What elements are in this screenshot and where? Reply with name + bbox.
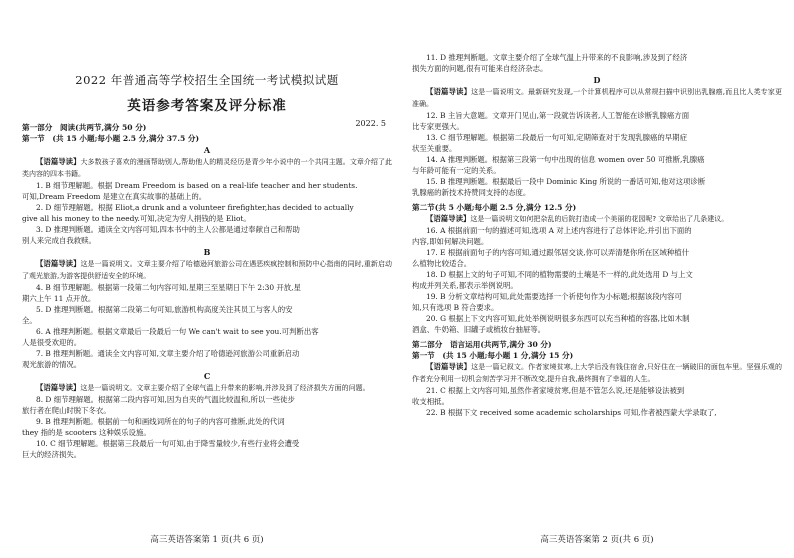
exam-date: 2022. 5 bbox=[355, 119, 386, 128]
answer-15: 15. B 推理判断题。根据最后一段中 Dominic King 所说的一番话可知,他对这项诊断 bbox=[426, 177, 706, 186]
answer-key-title: 英语参考答案及评分标准 bbox=[127, 98, 287, 114]
guide-e-body: 这是一篇说明文如何把杂乱的后院打造成一个美丽的花园呢? 文章给出了几条建议。 bbox=[470, 215, 729, 223]
right-content bbox=[412, 52, 782, 418]
answer-1-cont: 可知,Dream Freedom 是建立在真实故事的基础上的。 bbox=[22, 192, 207, 201]
guide-f-body: 这是一篇记叙文。作者家境贫寒,上大学后没有钱住宿舍,只好住在一辆破旧的面包车里。坚强乐观的作者充分利用一切机会刻苦学习并不断改变,提升自我,最终拥有了幸福的人生。 bbox=[412, 363, 782, 383]
answer-19-cont: 知,只有选项 B 符合要求。 bbox=[412, 303, 499, 312]
answer-20-cont: 酒盒、牛奶箱、旧罐子或梳妆台抽屉等。 bbox=[412, 325, 546, 334]
guide-a-body: 大多数孩子喜欢的漫画帮助别人,帮助他人的精灵经历是青少年小说中的一个共同主题。文章介绍了此类内容的四本书籍。 bbox=[22, 158, 392, 178]
answer-21-cont: 收支相抵。 bbox=[412, 397, 449, 406]
passage-b-label: B bbox=[203, 247, 211, 257]
left-page-footer: 高三英语答案第 1 页(共 6 页) bbox=[150, 535, 264, 545]
answer-19: 19. B 分析文章结构可知,此处需要选择一个祈使句作为小标题;根据该段内容可 bbox=[426, 292, 682, 301]
answer-14: 14. A 推理判断题。根据第三段第一句中出现的信息 women over 50 可推断,乳腺癌 bbox=[426, 155, 705, 164]
answer-6-cont: 人是很受欢迎的。 bbox=[22, 338, 82, 347]
guide-d-tag: 【语篇导读】 bbox=[426, 87, 472, 96]
answer-8: 8. D 细节理解题。根据第二段内容可知,因为自夹的气温比较温和,所以一些徒步 bbox=[36, 395, 295, 404]
section2-heading: 第二节(共 5 小题;每小题 2.5 分,满分 12.5 分) bbox=[412, 203, 577, 212]
right-page-footer: 高三英语答案第 2 页(共 6 页) bbox=[540, 535, 654, 545]
guide-a bbox=[22, 156, 392, 180]
passage-a-label: A bbox=[203, 145, 211, 155]
answer-5: 5. D 推理判断题。根据第二段第二句可知,旅游机构高度关注其员工与客人的安 bbox=[36, 305, 293, 314]
guide-e bbox=[412, 213, 782, 225]
answer-18-cont: 构成并列关系,都表示举例说明。 bbox=[412, 281, 518, 290]
guide-a-tag: 【语篇导读】 bbox=[36, 157, 81, 166]
answer-18: 18. D 根据上文的句子可知,不同的植物需要的土壤是不一样的,此处选用 D 与上文 bbox=[426, 270, 693, 279]
answer-2-cont: give all his money to the needy.可知,决定为穷人捐钱的是 Eliot。 bbox=[22, 214, 251, 223]
guide-b-tag: 【语篇导读】 bbox=[36, 259, 81, 268]
part1-heading: 第一部分 阅读(共两节,满分 50 分) bbox=[22, 123, 147, 132]
answer-8-cont: 旅行者在爬山时脱下冬衣。 bbox=[22, 406, 111, 415]
answer-14-cont: 与年龄可能有一定的关系。 bbox=[412, 166, 501, 175]
answer-3: 3. D 推理判断题。通读全文内容可知,四本书中的主人公都是通过奉献自己和帮助 bbox=[36, 225, 300, 234]
answer-10: 10. C 细节理解题。根据第三段最后一句可知,由于降雪量较少,有些行业将会遭受 bbox=[36, 439, 300, 448]
answer-1: 1. B 细节理解题。根据 Dream Freedom is based on a real-life teacher and her students. bbox=[36, 181, 358, 190]
answer-9-cont: they 指的是 scooters 这种娱乐设施。 bbox=[22, 428, 151, 437]
guide-c bbox=[22, 382, 392, 394]
part2-heading: 第二部分 语言运用(共两节,满分 30 分) bbox=[412, 340, 552, 349]
answer-16: 16. A 根据前面一句的描述可知,选项 A 对上述内容进行了总体评论,并引出下面的 bbox=[426, 226, 692, 235]
answer-10-cont: 巨大的经济损失。 bbox=[22, 450, 82, 459]
answer-16-cont: 内容,即如何解决问题。 bbox=[412, 237, 489, 246]
answer-4-cont: 期六上午 11 点开放。 bbox=[22, 294, 96, 303]
answer-4: 4. B 细节理解题。根据第一段第二句内容可知,星期三至星期日下午 2:30 开放,星 bbox=[36, 283, 301, 292]
guide-c-tag: 【语篇导读】 bbox=[36, 383, 81, 392]
answer-13-cont: 状至关重要。 bbox=[412, 144, 457, 153]
answer-3-cont: 别人来完成自我救赎。 bbox=[22, 236, 96, 245]
guide-f-tag: 【语篇导读】 bbox=[426, 362, 472, 371]
guide-d bbox=[412, 86, 782, 110]
guide-c-body: 这是一篇说明文。文章主要介绍了全球气温上升带来的影响,并涉及到了经济损失方面的问题。 bbox=[80, 384, 370, 392]
answer-12: 12. B 主旨大意题。文章开门见山,第一段就告诉读者,人工智能在诊断乳腺癌方面 bbox=[426, 111, 690, 120]
answer-15-cont: 乳腺癌的新技术持赞同支持的态度。 bbox=[412, 188, 531, 197]
answer-11-cont: 损失方面的问题,很有可能来自经济杂志。 bbox=[412, 64, 548, 73]
answer-11: 11. D 推理判断题。文章主要介绍了全球气温上升带来的不良影响,涉及到了经济 bbox=[426, 53, 688, 62]
answer-22: 22. B 根据下文 received some academic scholarships 可知,作者被西蒙大学录取了, bbox=[426, 408, 717, 417]
guide-e-tag: 【语篇导读】 bbox=[426, 214, 471, 223]
guide-b-body: 这是一篇说明文。文章主要介绍了哈德逊河旅游公司在遇恶疾疯控制和预防中心指南的同时,重新启动了观光旅游,为游客提供舒适安全的环境。 bbox=[22, 260, 392, 280]
left-content bbox=[22, 122, 392, 460]
answer-13: 13. C 细节理解题。根据第二段最后一句可知,定期筛查对于发现乳腺癌的早期症 bbox=[426, 133, 687, 142]
answer-20: 20. G 根据上下文内容可知,此处举例说明很多东西可以充当种植的容器,比如木制 bbox=[426, 314, 690, 323]
answer-17-cont: 么植物比较适合。 bbox=[412, 259, 472, 268]
section1-heading: 第一节 (共 15 小题;每小题 2.5 分,满分 37.5 分) bbox=[22, 134, 200, 143]
answer-7: 7. B 推理判断题。通读全文内容可知,文章主要介绍了哈德逊河旅游公司重新启动 bbox=[36, 349, 300, 358]
section1b-heading: 第一节 (共 15 小题;每小题 1 分,满分 15 分) bbox=[412, 351, 574, 360]
guide-b bbox=[22, 258, 392, 282]
exam-title: 2022 年普通高等学校招生全国统一考试模拟试题 bbox=[75, 73, 339, 87]
answer-17: 17. E 根据前面句子的内容可知,通过跟邻居交谈,你可以弄清楚你所在区域种植什 bbox=[426, 248, 690, 257]
passage-d-label: D bbox=[593, 75, 601, 85]
answer-7-cont: 观光旅游的情况。 bbox=[22, 360, 82, 369]
guide-d-body: 这是一篇说明文。最新研究发现,一个计算机程序可以从常规扫描中识别出乳腺癌,而且比人类专家更准确。 bbox=[412, 88, 782, 108]
answer-9: 9. B 推理判断题。根据前一句和画线词所在的句子的内容可推断,此处的代词 bbox=[36, 417, 285, 426]
answer-5-cont: 全。 bbox=[22, 316, 37, 325]
passage-c-label: C bbox=[203, 371, 211, 381]
answer-6: 6. A 推理判断题。根据文章最后一段最后一句 We can't wait to see you.可判断出客 bbox=[36, 327, 319, 336]
answer-21: 21. C 根据上文内容可知,虽然作者家境贫寒,但是不管怎么说,还是能够设法被到 bbox=[426, 386, 685, 395]
answer-12-cont: 比专家更强大。 bbox=[412, 122, 464, 131]
answer-2: 2. D 细节理解题。根据 Eliot,a drunk and a volunteer firefighter,has decided to actually bbox=[36, 203, 354, 212]
guide-f bbox=[412, 361, 782, 385]
